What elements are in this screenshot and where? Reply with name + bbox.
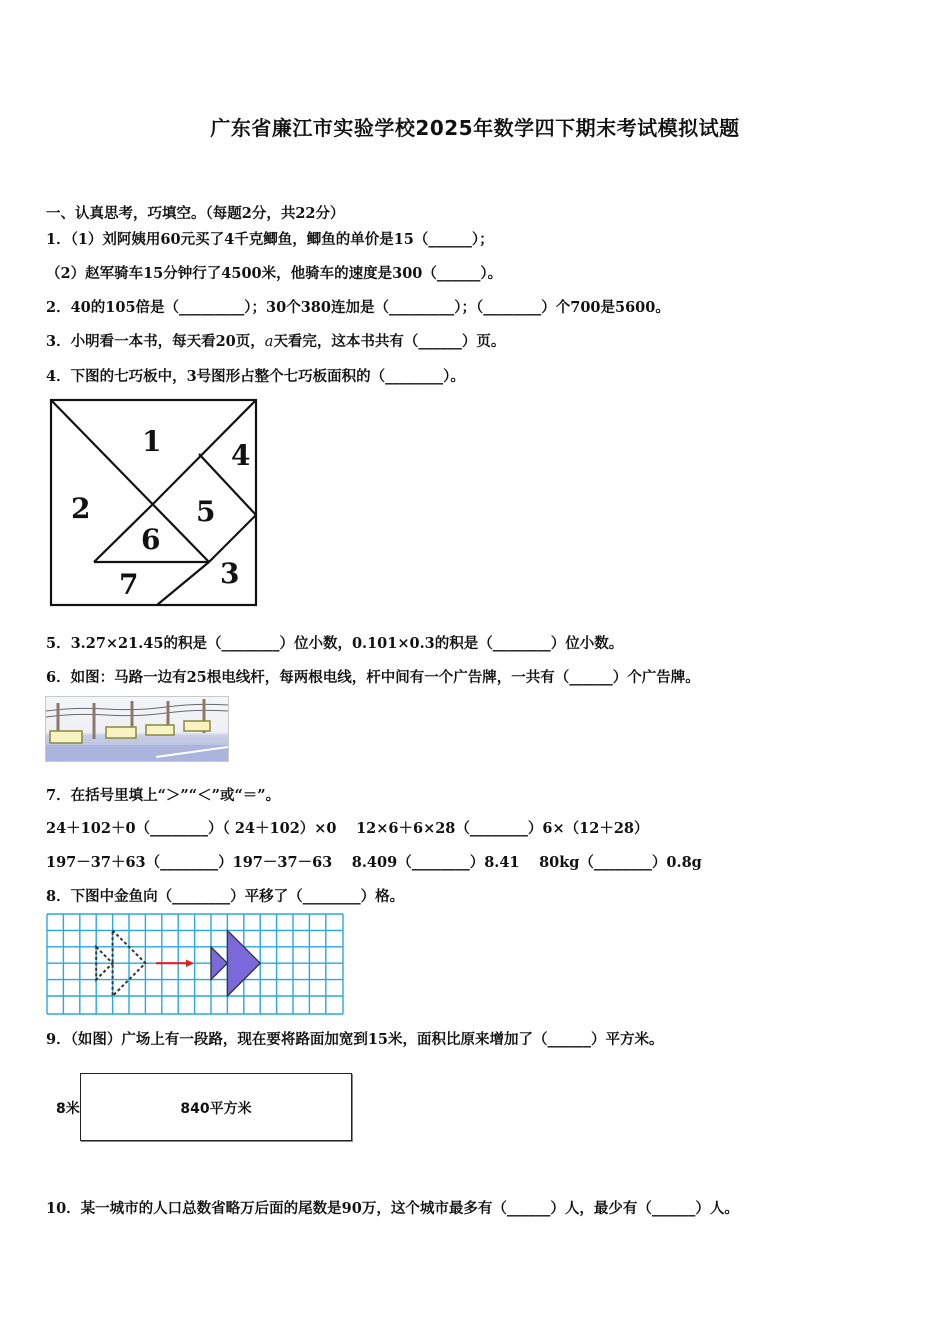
question-4: 4．下图的七巧板中，3号图形占整个七巧板面积的（________）。 <box>46 368 465 385</box>
road-rectangle <box>80 1073 352 1141</box>
question-3-text-start: 3．小明看一本书，每天看20页， <box>46 333 265 350</box>
road-illustration <box>45 696 229 762</box>
tangram-piece7-edge <box>157 562 209 605</box>
tangram-figure <box>49 398 259 608</box>
tangram-label-1: 1 <box>142 425 162 458</box>
question-2: 2．40的105倍是（_________）；30个380连加是（_________）；（________）个700是5600。 <box>46 299 670 316</box>
fish-grid-figure <box>46 913 344 1016</box>
question-1a: 1．（1）刘阿姨用60元买了4千克鲫鱼，鲫鱼的单价是15（______）； <box>46 231 494 248</box>
question-1b: （2）赵军骑车15分钟行了4500米，他骑车的速度是300（______）。 <box>46 265 503 282</box>
question-7: 7．在括号里填上“＞”“＜”或“＝”。 <box>46 787 281 804</box>
tangram-label-3: 3 <box>220 557 240 590</box>
question-6: 6．如图：马路一边有25根电线杆，每两根电线，杆中间有一个广告牌，一共有（______）个广告牌。 <box>46 669 700 686</box>
page-title: 广东省廉江市实验学校2025年数学四下期末考试模拟试题 <box>210 116 740 140</box>
grid-lines <box>47 914 343 1014</box>
question-5: 5．3.27×21.45的积是（________）位小数，0.101×0.3的积是（________）位小数。 <box>46 635 624 652</box>
tangram-label-5: 5 <box>196 495 216 528</box>
moved-fish <box>211 930 260 996</box>
road-area-label: 840平方米 <box>180 1101 252 1117</box>
road-width-label: 8米 <box>56 1101 80 1117</box>
question-10: 10．某一城市的人口总数省略万后面的尾数是90万，这个城市最多有（______）人，最少有（______）人。 <box>46 1200 739 1217</box>
tangram-diagonal <box>51 400 209 562</box>
question-7-row-1: 24＋102＋0（________）（ 24＋102）×0 12×6＋6×28（________）6×（12＋28） <box>46 820 649 837</box>
tangram-label-7: 7 <box>119 568 139 601</box>
tangram-label-2: 2 <box>71 492 91 525</box>
question-3 <box>46 330 505 351</box>
question-8: 8．下图中金鱼向（________）平移了（________）格。 <box>46 888 405 905</box>
question-3-variable: a <box>264 334 274 350</box>
road-drawing <box>46 697 228 761</box>
section-heading: 一、认真思考，巧填空。（每题2分，共22分） <box>46 205 345 222</box>
question-3-text-end: 天看完，这本书共有（______）页。 <box>273 333 506 350</box>
tangram-label-4: 4 <box>231 439 251 472</box>
question-9: 9．（如图）广场上有一段路，现在要将路面加宽到15米，面积比原来增加了（______）平方米。 <box>46 1031 664 1048</box>
tangram-piece5-edge <box>209 515 256 562</box>
tangram-label-6: 6 <box>141 523 161 556</box>
question-7-row-2: 197－37＋63（________）197－37－63 8.409（________）8.41 80kg（________）0.8g <box>46 854 702 871</box>
